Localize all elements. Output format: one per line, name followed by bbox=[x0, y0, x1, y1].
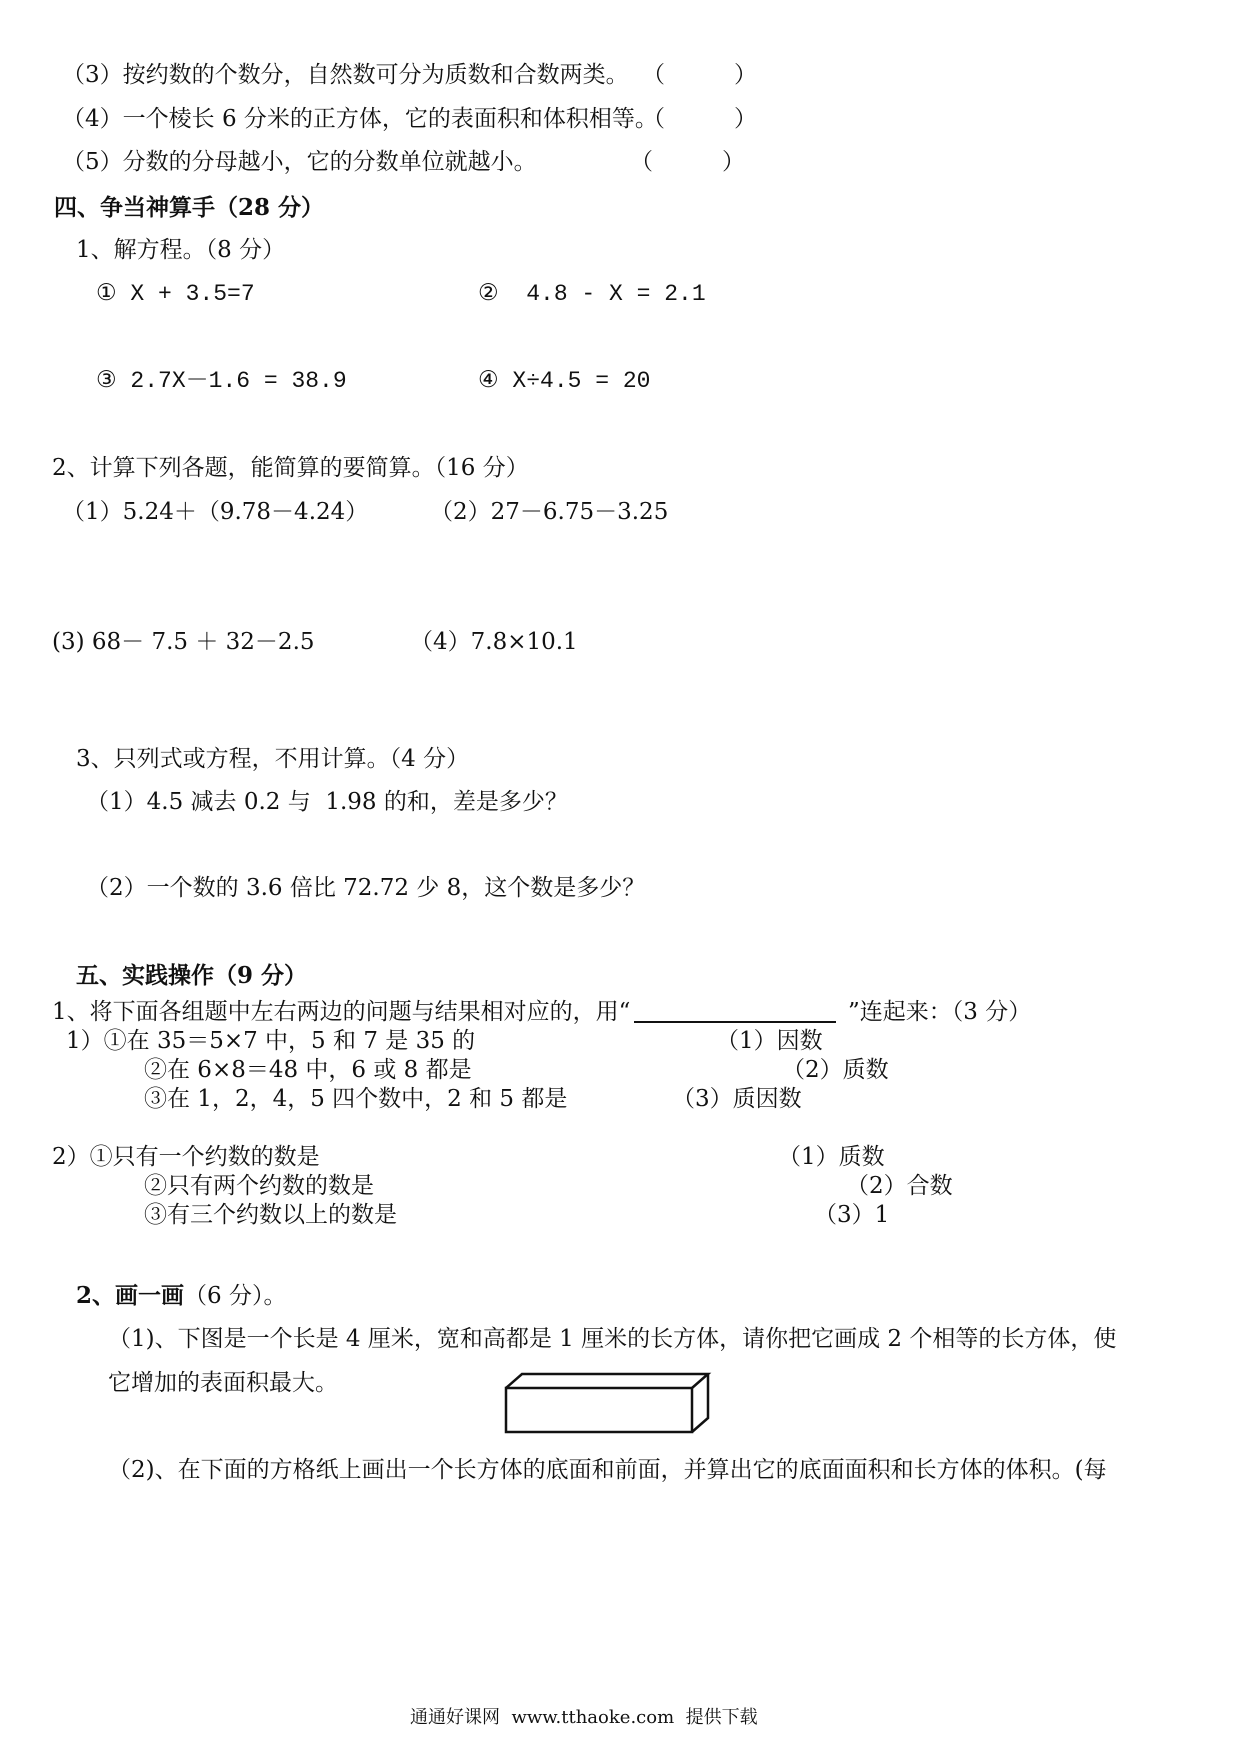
cuboid-figure bbox=[500, 1370, 716, 1436]
footer-credit: 通通好课网 www.tthaoke.com 提供下载 bbox=[410, 1707, 758, 1728]
group2-right-2: （2）合数 bbox=[846, 1173, 953, 1199]
connect-line-sample bbox=[634, 1021, 836, 1023]
section4-q1-title: 1、解方程。（8 分） bbox=[76, 237, 286, 263]
group2-left-3: ③有三个约数以上的数是 bbox=[144, 1202, 397, 1228]
section5-q1-title-end: ”连起来：（3 分） bbox=[848, 999, 1032, 1025]
equation-3: ③ 2.7X－1.6 = 38.9 bbox=[96, 368, 347, 394]
judge-paren-5: （ ） bbox=[630, 149, 745, 175]
cuboid-front-face bbox=[506, 1388, 692, 1432]
section4-q3-title: 3、只列式或方程，不用计算。（4 分） bbox=[76, 746, 470, 772]
group1-left-3: ③在 1，2，4，5 四个数中，2 和 5 都是 bbox=[144, 1086, 568, 1112]
equation-1: ① X + 3.5=7 bbox=[96, 281, 255, 307]
draw-item-1-line-1: （1)、下图是一个长是 4 厘米，宽和高都是 1 厘米的长方体，请你把它画成 2 个相等的长方体，使 bbox=[108, 1326, 1117, 1352]
calc-item-2: （2）27－6.75－3.25 bbox=[430, 499, 669, 525]
section5-title: 五、实践操作（9 分） bbox=[76, 962, 308, 989]
group1-right-3: （3）质因数 bbox=[672, 1086, 802, 1112]
group2-right-3: （3）1 bbox=[814, 1202, 890, 1228]
group2-left-1: 2）①只有一个约数的数是 bbox=[52, 1144, 320, 1170]
equation-2: ② 4.8 - X = 2.1 bbox=[478, 281, 706, 307]
equation-4: ④ X÷4.5 = 20 bbox=[478, 368, 651, 394]
section5-q1-title-start: 1、将下面各组题中左右两边的问题与结果相对应的，用“ bbox=[52, 999, 631, 1025]
group1-left-2: ②在 6×8＝48 中，6 或 8 都是 bbox=[144, 1057, 472, 1083]
section5-q2-title-line bbox=[76, 1284, 286, 1308]
calc-item-4: （4）7.8×10.1 bbox=[410, 629, 578, 655]
judge-paren-3: （ ） bbox=[642, 62, 757, 88]
cuboid-side-face bbox=[692, 1374, 708, 1432]
expr-item-2: （2）一个数的 3.6 倍比 72.72 少 8，这个数是多少？ bbox=[86, 875, 646, 901]
group1-left-1: 1）①在 35＝5×7 中，5 和 7 是 35 的 bbox=[66, 1028, 476, 1054]
group2-left-2: ②只有两个约数的数是 bbox=[144, 1173, 374, 1199]
cuboid-top-face bbox=[506, 1374, 708, 1388]
judge-paren-4: （ ） bbox=[642, 106, 757, 132]
judge-item-3: （3）按约数的个数分，自然数可分为质数和合数两类。 bbox=[62, 62, 629, 88]
group2-right-1: （1）质数 bbox=[778, 1144, 885, 1170]
group1-right-2: （2）质数 bbox=[782, 1057, 889, 1083]
judge-item-4: （4）一个棱长 6 分米的正方体，它的表面积和体积相等。 bbox=[62, 106, 658, 132]
group1-right-1: （1）因数 bbox=[716, 1028, 823, 1054]
judge-item-5: （5）分数的分母越小，它的分数单位就越小。 bbox=[62, 149, 537, 175]
calc-item-3: (3) 68－ 7.5 ＋ 32－2.5 bbox=[52, 629, 315, 655]
section4-title: 四、争当神算手（28 分） bbox=[54, 194, 325, 221]
section5-q2-score: （6 分）。 bbox=[184, 1283, 287, 1309]
calc-item-1: （1）5.24＋（9.78－4.24） bbox=[62, 499, 369, 525]
draw-item-1-line-2: 它增加的表面积最大。 bbox=[108, 1370, 338, 1396]
expr-item-1: （1）4.5 减去 0.2 与 1.98 的和，差是多少？ bbox=[86, 789, 568, 815]
section5-q2-title: 2、画一画 bbox=[76, 1282, 185, 1309]
section4-q2-title: 2、计算下列各题，能简算的要简算。（16 分） bbox=[52, 455, 529, 481]
draw-item-2: （2)、在下面的方格纸上画出一个长方体的底面和前面，并算出它的底面面积和长方体的体积。(每 bbox=[108, 1457, 1107, 1483]
